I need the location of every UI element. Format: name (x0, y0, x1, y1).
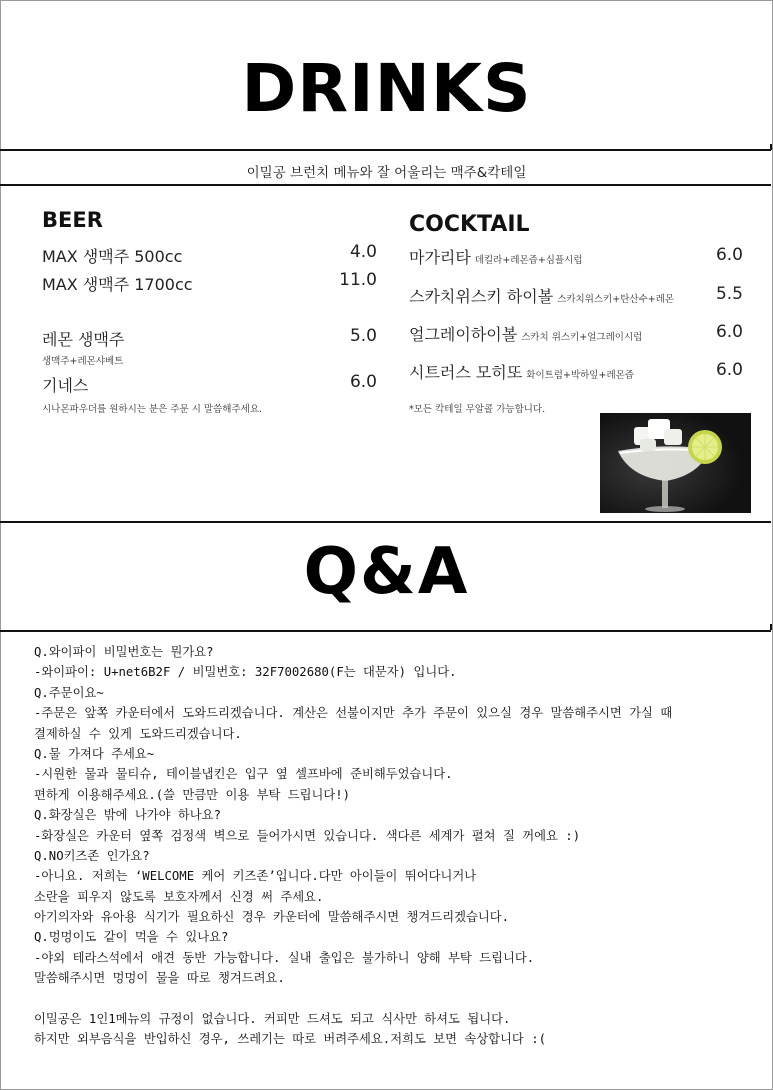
cocktail-note: *모든 칵테일 무알콜 가능합니다. (409, 404, 546, 415)
qa-line: -아니요. 저희는 ‘WELCOME 케어 키즈존’입니다.다만 아이들이 뛰어다니거나 (34, 869, 477, 884)
beer-heading: BEER (42, 208, 103, 232)
qa-line: Q.멍멍이도 같이 먹을 수 있나요? (34, 930, 229, 945)
qa-line: -야외 테라스석에서 애견 동반 가능합니다. 실내 출입은 불가하니 양해 부탁 드립니다. (34, 950, 535, 965)
qa-line: 하지만 외부음식을 반입하신 경우, 쓰레기는 따로 버려주세요.저희도 보면 속상합니다 :( (34, 1032, 547, 1047)
beer-item-name: 레몬 생맥주 (42, 330, 125, 349)
cocktail-photo (600, 413, 751, 513)
qa-line: -화장실은 카운터 옆쪽 검정색 벽으로 들어가시면 있습니다. 색다른 세계가 펼쳐 질 꺼에요 :) (34, 828, 581, 843)
divider (0, 521, 771, 523)
cocktail-item-price: 5.5 (715, 284, 743, 304)
drinks-subtitle: 이밀공 브런치 메뉴와 잘 어울리는 맥주&칵테일 (246, 165, 527, 181)
cocktail-item (409, 245, 583, 268)
qa-line: 이밀공은 1인1메뉴의 규정이 없습니다. 커피만 드셔도 되고 식사만 하셔도 됩니다. (34, 1012, 511, 1027)
qa-line: Q.와이파이 비밀번호는 뭔가요? (34, 645, 214, 659)
divider (0, 630, 771, 632)
beer-item-name: MAX 생맥주 1700cc (42, 275, 193, 294)
cocktail-heading: COCKTAIL (409, 212, 530, 237)
cocktail-item (409, 360, 634, 383)
qa-content (34, 642, 754, 1050)
qa-line: Q.NO키즈존 인가요? (34, 848, 150, 863)
cocktail-item-name: 얼그레이하이볼 (409, 325, 518, 344)
qa-line: Q.화장실은 밖에 나가야 하나요? (34, 808, 221, 823)
qa-line: 말씀해주시면 멍멍이 물을 따로 챙겨드려요. (34, 971, 285, 986)
cocktail-item-price: 6.0 (715, 360, 743, 380)
cocktail-item-name: 스카치위스키 하이볼 (409, 287, 554, 306)
divider-tick (770, 144, 772, 150)
qa-line: -시원한 물과 물티슈, 테이블냅킨은 입구 옆 셀프바에 준비해두었습니다. (34, 767, 453, 782)
cocktail-item-name: 마가리타 (409, 248, 471, 267)
qa-line: 편하게 이용해주세요.(쓸 만큼만 이용 부탁 드립니다!) (34, 787, 351, 802)
beer-item-name: 기네스 (42, 376, 89, 395)
divider (0, 184, 771, 186)
cocktail-item-price: 6.0 (715, 322, 743, 342)
divider (0, 149, 771, 151)
beer-item-desc: 생맥주+레몬샤베트 (42, 356, 124, 367)
cocktail-item (409, 322, 642, 345)
beer-item-name: MAX 생맥주 500cc (42, 247, 183, 266)
qa-line: Q.물 가져다 주세요~ (34, 746, 155, 761)
beer-item-price: 11.0 (339, 270, 377, 290)
cocktail-item-price: 6.0 (715, 245, 743, 265)
qa-line: 아기의자와 유아용 식기가 필요하신 경우 카운터에 말씀해주시면 챙겨드리겠습니다. (34, 910, 509, 925)
cocktail-item (409, 284, 674, 307)
margarita-glass-image (600, 413, 751, 513)
cocktail-item-desc: 화이트럼+박하잎+레몬즙 (526, 370, 634, 381)
qa-line: 소란을 피우지 않도록 보호자께서 신경 써 주세요. (34, 889, 324, 904)
drinks-title: DRINKS (241, 50, 532, 127)
divider-tick (770, 624, 772, 630)
qa-line (34, 989, 754, 1009)
beer-item-price: 4.0 (349, 242, 377, 262)
qa-title: Q&A (303, 535, 470, 609)
qa-line: -와이파이: U+net6B2F / 비밀번호: 32F7002680(F는 대문자) 입니다. (34, 665, 457, 680)
qa-line: 결제하실 수 있게 도와드리겠습니다. (34, 726, 242, 741)
beer-item-price: 5.0 (349, 326, 377, 346)
qa-line: Q.주문이요~ (34, 685, 104, 700)
qa-line: -주문은 앞쪽 카운터에서 도와드리겠습니다. 계산은 선불이지만 추가 주문이 있으실 경우 말씀해주시면 가실 때 (34, 706, 673, 721)
cocktail-item-name: 시트러스 모히또 (409, 363, 523, 382)
beer-item-price: 6.0 (349, 372, 377, 392)
cocktail-item-desc: 데킬라+레몬즙+심플시럽 (474, 255, 583, 266)
cocktail-item-desc: 스카치위스키+탄산수+레몬 (557, 294, 675, 305)
beer-item-desc: 시나몬파우더를 원하시는 분은 주문 시 말씀해주세요. (42, 404, 263, 415)
cocktail-item-desc: 스카치 위스키+얼그레이시럽 (521, 332, 643, 343)
